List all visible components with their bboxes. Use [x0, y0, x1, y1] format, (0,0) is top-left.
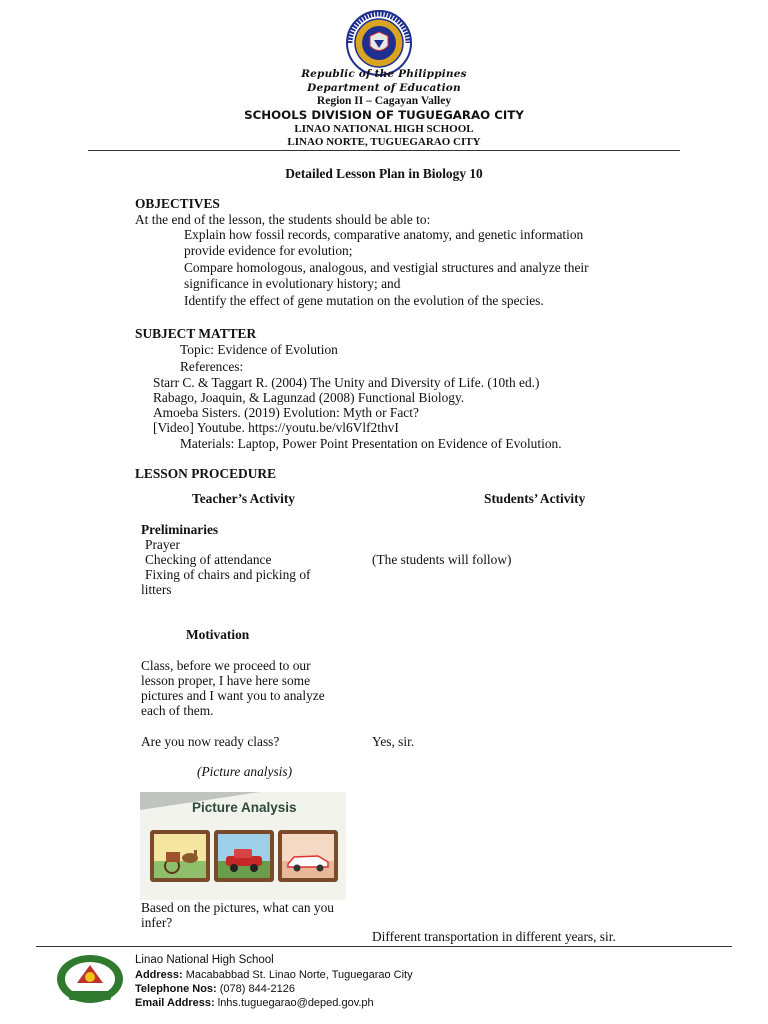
- reference-item: Amoeba Sisters. (2019) Evolution: Myth or Fact?: [153, 405, 419, 420]
- objective-line: Compare homologous, analogous, and vestigial structures and analyze their: [184, 260, 589, 275]
- infer-answer: Different transportation in different years, sir.: [372, 929, 616, 944]
- picture-analysis-title: Picture Analysis: [192, 800, 297, 815]
- reference-item: Starr C. & Taggart R. (2004) The Unity and Diversity of Life. (10th ed.): [153, 375, 540, 390]
- motivation-line: Class, before we proceed to our: [141, 658, 311, 673]
- objective-line: provide evidence for evolution;: [184, 243, 353, 258]
- teacher-activity-header: Teacher’s Activity: [192, 491, 296, 506]
- header-school-address: LINAO NORTE, TUGUEGARAO CITY: [287, 136, 481, 148]
- footer-telephone-label: Telephone Nos:: [135, 983, 217, 995]
- prayer-text: Prayer: [145, 537, 180, 552]
- footer-address-value: Macababbad St. Linao Norte, Tuguegarao City: [185, 969, 413, 981]
- objective-line: Explain how fossil records, comparative anatomy, and genetic information: [184, 227, 584, 242]
- picture-analysis-label: (Picture analysis): [197, 764, 293, 779]
- header-school: LINAO NATIONAL HIGH SCHOOL: [294, 123, 474, 135]
- deped-seal-logo: [340, 10, 418, 76]
- ready-question: Are you now ready class?: [141, 734, 280, 749]
- document-title: Detailed Lesson Plan in Biology 10: [285, 166, 483, 181]
- school-seal-logo: [55, 953, 125, 1005]
- infer-question: Based on the pictures, what can you: [141, 900, 334, 915]
- topic-text: Topic: Evidence of Evolution: [180, 342, 338, 357]
- footer-telephone-value: (078) 844-2126: [219, 983, 295, 995]
- reference-item: [Video] Youtube. https://youtu.be/vl6Vlf2thvI: [153, 420, 399, 435]
- students-activity-header: Students’ Activity: [484, 491, 586, 506]
- header-region: Region II – Cagayan Valley: [316, 95, 452, 107]
- subject-matter-heading: SUBJECT MATTER: [135, 326, 257, 341]
- footer-email: [135, 996, 374, 1011]
- footer-address-label: Address:: [135, 969, 183, 981]
- motivation-line: each of them.: [141, 703, 214, 718]
- picture-analysis-image: [140, 792, 346, 900]
- motivation-line: lesson proper, I have here some: [141, 673, 311, 688]
- header-department: Department of Education: [307, 82, 461, 94]
- objectives-heading: OBJECTIVES: [135, 196, 220, 211]
- lesson-procedure-heading: LESSON PROCEDURE: [135, 466, 277, 481]
- footer-school-name: Linao National High School: [135, 954, 274, 966]
- materials-text: Materials: Laptop, Power Point Presentation on Evidence of Evolution.: [180, 436, 562, 451]
- header-division: SCHOOLS DIVISION OF TUGUEGARAO CITY: [244, 108, 524, 122]
- footer-email-label: Email Address:: [135, 997, 215, 1009]
- old-car-picture: [214, 830, 274, 882]
- references-label: References:: [180, 359, 244, 374]
- footer-divider: [36, 946, 732, 947]
- footer-address: [135, 968, 413, 983]
- motivation-line: pictures and I want you to analyze: [141, 688, 325, 703]
- objective-line: significance in evolutionary history; and: [184, 276, 401, 291]
- students-follow-text: (The students will follow): [372, 552, 512, 567]
- ready-answer: Yes, sir.: [372, 734, 415, 749]
- fixing-chairs-text: Fixing of chairs and picking of: [145, 567, 311, 582]
- motivation-heading: Motivation: [186, 627, 250, 642]
- fixing-chairs-text-cont: litters: [141, 582, 172, 597]
- header-republic: Republic of the Philippines: [301, 68, 467, 80]
- reference-item: Rabago, Joaquin, & Lagunzad (2008) Functional Biology.: [153, 390, 465, 405]
- horse-carriage-picture: [150, 830, 210, 882]
- header-divider: [88, 150, 680, 151]
- modern-car-picture: [278, 830, 338, 882]
- preliminaries-heading: Preliminaries: [141, 522, 219, 537]
- footer-email-value: lnhs.tuguegarao@deped.gov.ph: [217, 997, 374, 1009]
- objective-line: Identify the effect of gene mutation on the evolution of the species.: [184, 293, 544, 308]
- footer-telephone: [135, 982, 295, 997]
- attendance-text: Checking of attendance: [145, 552, 272, 567]
- objectives-intro: At the end of the lesson, the students should be able to:: [135, 212, 431, 227]
- infer-question-cont: infer?: [141, 915, 173, 930]
